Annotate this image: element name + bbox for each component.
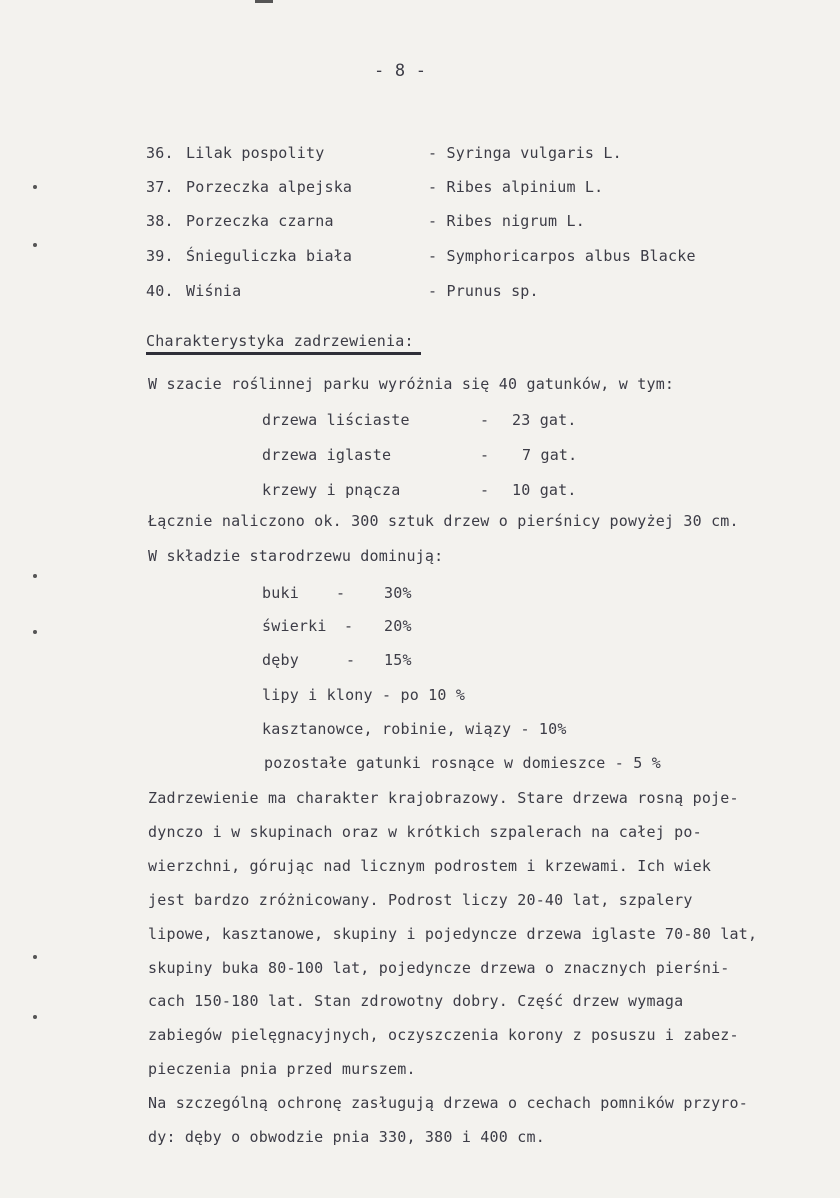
category-dash: - bbox=[480, 481, 490, 499]
category-value: 23 gat. bbox=[512, 411, 577, 429]
paragraph-line: skupiny buka 80-100 lat, pojedyncze drzewa o znacznych pierśni- bbox=[148, 959, 730, 977]
dominant-value: 20% bbox=[384, 617, 412, 635]
species-polish-name: Porzeczka czarna bbox=[186, 212, 334, 230]
section-heading: Charakterystyka zadrzewienia: bbox=[146, 332, 414, 350]
heading-underline bbox=[146, 352, 421, 355]
margin-dot bbox=[33, 1015, 37, 1019]
species-number: 36. bbox=[146, 144, 174, 162]
margin-dot bbox=[33, 955, 37, 959]
category-value: 10 gat. bbox=[512, 481, 577, 499]
dominant-dash: - bbox=[336, 584, 346, 602]
species-latin-name: - Ribes alpinium L. bbox=[428, 178, 604, 196]
protection-line: Na szczególną ochronę zasługują drzewa o cechach pomników przyro- bbox=[148, 1094, 748, 1112]
paragraph-line: Zadrzewienie ma charakter krajobrazowy. Stare drzewa rosną poje- bbox=[148, 789, 739, 807]
paragraph-line: pieczenia pnia przed murszem. bbox=[148, 1060, 416, 1078]
dominant-name: świerki bbox=[262, 617, 327, 635]
species-number: 37. bbox=[146, 178, 174, 196]
dominant-name: dęby bbox=[262, 651, 299, 669]
category-dash: - bbox=[480, 411, 490, 429]
species-latin-name: - Symphoricarpos albus Blacke bbox=[428, 247, 696, 265]
category-dash: - bbox=[480, 446, 490, 464]
dominant-name: buki bbox=[262, 584, 299, 602]
margin-dot bbox=[33, 185, 37, 189]
intro-line: W szacie roślinnej parku wyróżnia się 40 gatunków, w tym: bbox=[148, 375, 675, 393]
dominant-line: pozostałe gatunki rosnące w domieszce - 5 % bbox=[264, 754, 661, 772]
paragraph-line: cach 150-180 lat. Stan zdrowotny dobry. Część drzew wymaga bbox=[148, 992, 684, 1010]
paragraph-line: jest bardzo zróżnicowany. Podrost liczy 20-40 lat, szpalery bbox=[148, 891, 693, 909]
category-name: drzewa liściaste bbox=[262, 411, 410, 429]
species-polish-name: Porzeczka alpejska bbox=[186, 178, 353, 196]
dominant-value: 15% bbox=[384, 651, 412, 669]
species-latin-name: - Ribes nigrum L. bbox=[428, 212, 585, 230]
species-latin-name: - Prunus sp. bbox=[428, 282, 539, 300]
protection-line: dy: dęby o obwodzie pnia 330, 380 i 400 cm. bbox=[148, 1128, 545, 1146]
species-latin-name: - Syringa vulgaris L. bbox=[428, 144, 622, 162]
dominant-dash: - bbox=[344, 617, 354, 635]
species-polish-name: Wiśnia bbox=[186, 282, 242, 300]
scan-mark bbox=[255, 0, 273, 3]
paragraph-line: wierzchni, górując nad licznym podrostem i krzewami. Ich wiek bbox=[148, 857, 712, 875]
paragraph-line: zabiegów pielęgnacyjnych, oczyszczenia korony z posuszu i zabez- bbox=[148, 1026, 739, 1044]
margin-dot bbox=[33, 574, 37, 578]
species-polish-name: Śnieguliczka biała bbox=[186, 247, 353, 265]
species-polish-name: Lilak pospolity bbox=[186, 144, 325, 162]
margin-dot bbox=[33, 243, 37, 247]
category-name: drzewa iglaste bbox=[262, 446, 392, 464]
tree-count-line: Łącznie naliczono ok. 300 sztuk drzew o pierśnicy powyżej 30 cm. bbox=[148, 512, 739, 530]
dominant-value: 30% bbox=[384, 584, 412, 602]
dominant-dash: - bbox=[346, 651, 356, 669]
paragraph-line: dynczo i w skupinach oraz w krótkich szpalerach na całej po- bbox=[148, 823, 702, 841]
dominant-line: kasztanowce, robinie, wiązy - 10% bbox=[262, 720, 567, 738]
species-number: 38. bbox=[146, 212, 174, 230]
dominant-intro: W składzie starodrzewu dominują: bbox=[148, 547, 444, 565]
category-value: 7 gat. bbox=[522, 446, 578, 464]
margin-dot bbox=[33, 630, 37, 634]
paragraph-line: lipowe, kasztanowe, skupiny i pojedyncze drzewa iglaste 70-80 lat, bbox=[148, 925, 758, 943]
page-number: - 8 - bbox=[374, 61, 427, 81]
species-number: 39. bbox=[146, 247, 174, 265]
dominant-line: lipy i klony - po 10 % bbox=[262, 686, 466, 704]
category-name: krzewy i pnącza bbox=[262, 481, 401, 499]
species-number: 40. bbox=[146, 282, 174, 300]
